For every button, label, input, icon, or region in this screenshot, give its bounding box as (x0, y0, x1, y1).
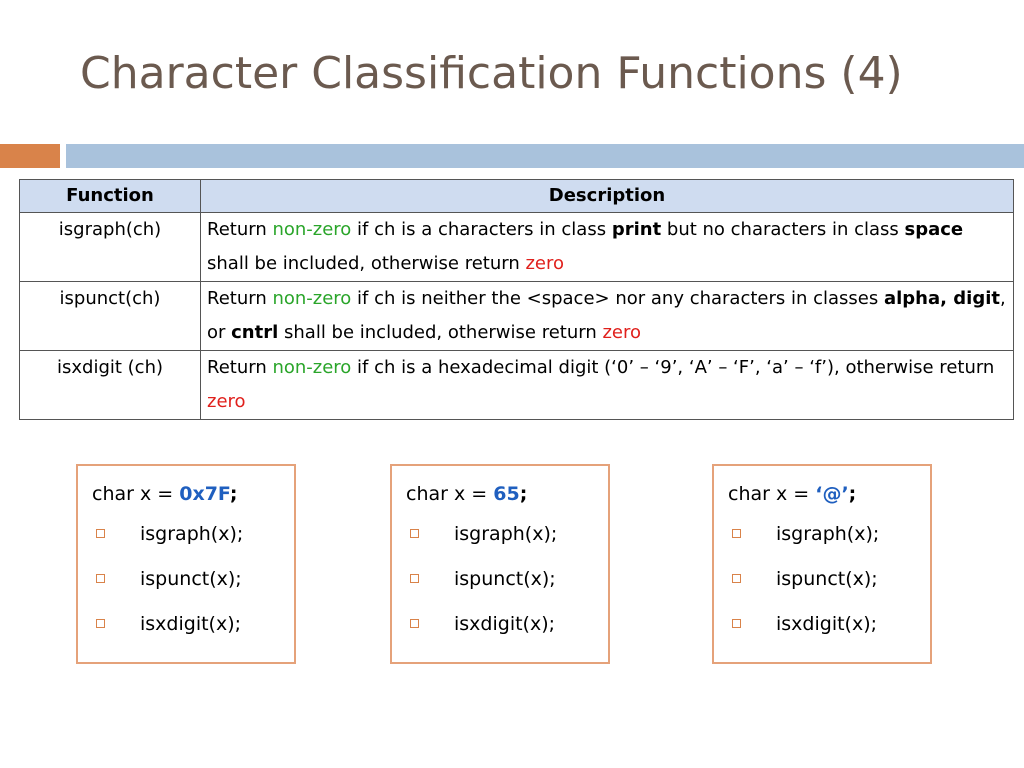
table-header-row (20, 180, 1014, 213)
decl-semicolon: ; (848, 483, 857, 505)
function-name: isgraph(ch) (20, 213, 201, 282)
desc-text: Return (207, 219, 273, 240)
function-description (201, 351, 1014, 420)
table-row (20, 282, 1014, 351)
desc-nonzero: non-zero (272, 219, 352, 240)
table-row (20, 213, 1014, 282)
declaration (728, 476, 930, 512)
square-bullet-icon (96, 619, 105, 628)
slide-title: Character Classification Functions (4) (80, 48, 903, 99)
desc-keyword: cntrl (231, 322, 279, 343)
square-bullet-icon (732, 529, 741, 538)
desc-text: , (940, 288, 954, 309)
header-description: Description (201, 180, 1014, 213)
square-bullet-icon (732, 574, 741, 583)
decl-prefix: char x = (406, 483, 494, 505)
call-text: isgraph(x); (140, 523, 244, 545)
example-box-char (712, 464, 932, 664)
square-bullet-icon (410, 529, 419, 538)
list-item (406, 512, 608, 557)
square-bullet-icon (732, 619, 741, 628)
desc-zero: zero (207, 391, 246, 412)
square-bullet-icon (410, 574, 419, 583)
call-text: isgraph(x); (776, 523, 880, 545)
declaration (92, 476, 294, 512)
square-bullet-icon (410, 619, 419, 628)
desc-text: if ch is neither the <space> nor any characters in classes (351, 288, 884, 309)
decl-semicolon: ; (229, 483, 238, 505)
desc-text: but no characters in class (661, 219, 905, 240)
list-item (728, 512, 930, 557)
call-text: isxdigit(x); (140, 613, 242, 635)
accent-bar-blue (66, 144, 1024, 168)
call-text: ispunct(x); (454, 568, 556, 590)
call-list (728, 512, 930, 647)
list-item (92, 512, 294, 557)
call-text: ispunct(x); (776, 568, 878, 590)
desc-nonzero: non-zero (272, 357, 352, 378)
list-item (92, 602, 294, 647)
call-text: isgraph(x); (454, 523, 558, 545)
call-list (92, 512, 294, 647)
list-item (728, 557, 930, 602)
desc-text: shall be included, otherwise return (207, 253, 526, 274)
desc-nonzero: non-zero (272, 288, 352, 309)
square-bullet-icon (96, 574, 105, 583)
list-item (92, 557, 294, 602)
accent-bar-orange (0, 144, 60, 168)
call-text: ispunct(x); (140, 568, 242, 590)
desc-zero: zero (525, 253, 565, 274)
desc-zero: zero (602, 322, 642, 343)
declaration (406, 476, 608, 512)
function-description (201, 213, 1014, 282)
example-box-decimal (390, 464, 610, 664)
function-name: isxdigit (ch) (20, 351, 201, 420)
call-list (406, 512, 608, 647)
desc-keyword: digit (953, 288, 1000, 309)
desc-text: Return (207, 288, 273, 309)
decl-value: ‘@’ (815, 483, 849, 505)
desc-keyword: space (904, 219, 964, 240)
decl-value: 0x7F (179, 483, 230, 505)
header-function: Function (20, 180, 201, 213)
decl-value: 65 (493, 483, 520, 505)
call-text: isxdigit(x); (454, 613, 556, 635)
table-row (20, 351, 1014, 420)
decl-prefix: char x = (728, 483, 816, 505)
desc-text: if ch is a characters in class (351, 219, 612, 240)
desc-text: Return (207, 357, 273, 378)
example-box-hex (76, 464, 296, 664)
desc-text: if ch is a hexadecimal digit (‘0’ – ‘9’, ‘A’ – ‘F’, ‘a’ – ‘f’), otherwise return (351, 357, 995, 378)
desc-keyword: alpha (883, 288, 941, 309)
function-name: ispunct(ch) (20, 282, 201, 351)
list-item (728, 602, 930, 647)
decl-prefix: char x = (92, 483, 180, 505)
list-item (406, 557, 608, 602)
desc-text: , or (207, 288, 1006, 343)
list-item (406, 602, 608, 647)
desc-keyword: print (611, 219, 662, 240)
call-text: isxdigit(x); (776, 613, 878, 635)
square-bullet-icon (96, 529, 105, 538)
decl-semicolon: ; (519, 483, 528, 505)
desc-text: shall be included, otherwise return (278, 322, 603, 343)
function-table (19, 179, 1014, 420)
function-description (201, 282, 1014, 351)
